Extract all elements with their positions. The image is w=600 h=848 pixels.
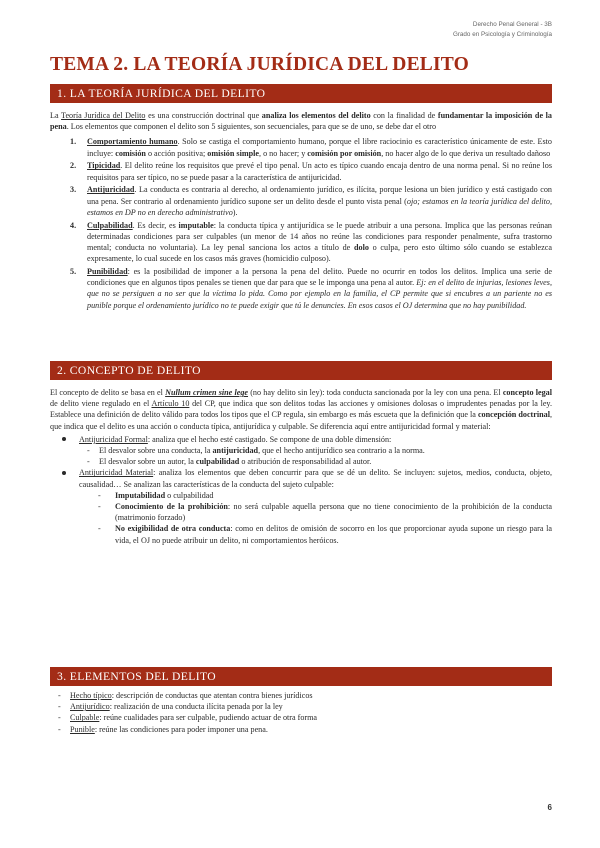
header-degree: Grado en Psicología y Criminología: [452, 31, 552, 39]
list-item: Antijuricidad Material: analiza los elementos que deben concurrir para que se dé un delito. Se incluyen: sujetos, medios, conducta, objeto, causalidad… Se analizan las características de la conducta del sujeto culpable: - Imputabilidad o culpabilidad - Conocimiento de la prohibición: no será culpable aquella persona que no tiene conocimiento de la prohibición de la conducta (matrimonio forzado) - No exigibilidad de otra conducta: como en delitos de omisión de socorro en los que proporcionar ayuda supone un riesgo para la vida, el OJ no puede atribuir un delito, ni comportamientos heróicos.: [50, 467, 552, 545]
term-antijuridico: Antijurídico: [70, 702, 110, 712]
term-teoria-juridica: Teoría Jurídica del Delito: [61, 111, 146, 120]
section-heading-1: 1. LA TEORÍA JURÍDICA DEL DELITO: [50, 84, 552, 103]
list-item: 5. Punibilidad: es la posibilidad de imponer a la persona la pena del delito. Puede no ocurrir en todos los delitos. Implica una serie de condiciones que en algunos tipos penales se tienen que dar para que se le imponga una pena al autor. Ej: en el delito de injurias, lesiones leves, que no se persiguen a no ser que la víctima lo pida. Como por ejemplo en la familia, el CP permite que si encubres a un pariente no es punible porque el ordenamiento jurídico no te puede exigir que tú le denuncies. En esos casos el OJ determina que no hay punibilidad.: [70, 267, 552, 310]
term-punibilidad: Punibilidad: [87, 267, 128, 277]
elements-summary-list: [50, 690, 552, 735]
section-2-body: [50, 387, 552, 546]
section-heading-3: 3. ELEMENTOS DEL DELITO: [50, 667, 552, 686]
list-item: - Antijurídico: realización de una conducta ilícita penada por la ley: [58, 702, 283, 712]
section-heading-2: 2. CONCEPTO DE DELITO: [50, 361, 552, 380]
list-item: - Punible: reúne las condiciones para poder imponer una pena.: [58, 724, 268, 734]
list-item: - Imputabilidad o culpabilidad: [98, 490, 214, 500]
bullet-icon: [62, 471, 66, 475]
page-title: TEMA 2. LA TEORÍA JURÍDICA DEL DELITO: [50, 54, 470, 75]
bullet-icon: [62, 437, 66, 441]
material-sublist: [79, 490, 552, 546]
list-item: - Conocimiento de la prohibición: no será culpable aquella persona que no tiene conocimiento de la prohibición de la conducta (matrimonio forzado): [98, 502, 553, 523]
term-culpabilidad: Culpabilidad: [87, 220, 133, 230]
list-item: - El desvalor sobre una conducta, la antijuricidad, que el hecho antijurídico sea contrario a la norma.: [87, 446, 425, 456]
term-antijuricidad-formal: Antijuricidad Formal: [79, 434, 148, 444]
article-10-reference: Artículo 10: [151, 399, 190, 409]
section-2-intro: El concepto de delito se basa en el Nullum crimen sine lege (no hay delito sin ley): toda conducta sancionada por la ley con una pena. El concepto legal de delito viene regulado en el Artículo 10 del CP, que indica que son delitos todas las acciones y omisiones dolosas o imprudentes penadas por la ley. Establece una definición de delito válido para todos los tipos que el CP regula, sin embargo es más escueta que la definición que la concepción doctrinal, que indica que el delito es una acción o conducta típica, antijurídica y culpable. Se diferencia aquí entre antijuricidad formal y material:: [50, 388, 552, 431]
term-nullum-crimen: Nullum crimen sine lege: [165, 388, 249, 397]
document-page: [50, 0, 552, 848]
term-punible: Punible: [70, 724, 95, 734]
list-item: - Culpable: reúne cualidades para ser culpable, pudiendo actuar de otra forma: [58, 713, 318, 723]
term-tipicidad: Tipicidad: [87, 161, 121, 171]
page-number: 6: [547, 803, 552, 812]
term-hecho-tipico: Hecho típico: [70, 691, 112, 700]
list-item: 4. Culpabilidad. Es decir, es imputable: la conducta típica y antijurídica se le puede atribuir a una persona. Implica que las personas reúnan determinadas condiciones para ser culpables (un menor de 14 años no reúne las condiciones para responder penalmente, sufra trastorno mental; conducta no voluntaria). La ley penal sanciona los actos a título de dolo o culpa, pero esto último sólo cuando se establezca expresamente, lo cual sucede en los casos más graves (homicidio culposo).: [70, 220, 552, 264]
header-course: Derecho Penal General - 3B: [472, 21, 552, 28]
list-item: 2. Tipicidad. El delito reúne los requisitos que prevé el tipo penal. Un acto es típico cuando encaja dentro de una norma penal. Si no reúne los requisitos para ser típico, no se puede pasar a la característica de antijuricidad.: [70, 161, 552, 182]
running-header: [453, 20, 552, 41]
term-culpable: Culpable: [70, 713, 100, 723]
list-item: 1. Comportamiento humano. Solo se castiga el comportamiento humano, porque el libre raciocinio es característico únicamente de este. Esto incluye: comisión o acción positiva; omisión simple, o no hacer; y comisión por omisión, no hacer algo de lo que deriva un resultado dañoso: [70, 137, 552, 158]
list-item: Antijuricidad Formal: analiza que el hecho esté castigado. Se compone de una doble dimensión: - El desvalor sobre una conducta, la antijuricidad, que el hecho antijurídico sea contrario a la norma. - El desvalor sobre un autor, la culpabilidad o atribución de responsabilidad al autor.: [50, 434, 552, 468]
list-item: - El desvalor sobre un autor, la culpabilidad o atribución de responsabilidad al autor.: [87, 457, 372, 467]
section-1-intro: La Teoría Jurídica del Delito es una construcción doctrinal que analiza los elementos del delito con la finalidad de fundamentar la imposición de la pena. Los elementos que componen el delito son 5 siguientes, son secuenciales, para que se de uno, se debe dar el otro: [50, 111, 552, 132]
list-item: - No exigibilidad de otra conducta: como en delitos de omisión de socorro en los que proporcionar ayuda supone un riesgo para la vida, el OJ no puede atribuir un delito, ni comportamientos heróicos.: [98, 524, 552, 545]
formal-sublist: [79, 445, 552, 467]
term-antijuricidad-material: Antijuricidad Material: [79, 468, 154, 478]
list-item: - Hecho típico: descripción de conductas que atentan contra bienes jurídicos: [58, 691, 313, 700]
section-1-body: [50, 110, 552, 312]
term-antijuricidad: Antijuricidad: [87, 185, 135, 195]
section-3-body: [50, 690, 552, 735]
elements-list: [50, 136, 552, 310]
term-comportamiento: Comportamiento humano: [87, 137, 178, 147]
antijuricidad-list: [50, 434, 552, 546]
list-item: 3. Antijuricidad. La conducta es contraria al derecho, al ordenamiento jurídico, es ilícita, porque lesiona un bien jurídico y está castigado con una pena. Ser contrario al ordenamiento jurídico supone ser un delito desde el punto vista penal (ojo; estamos en la teoría jurídica del delito, estamos en DP no en derecho administrativo).: [70, 185, 552, 217]
